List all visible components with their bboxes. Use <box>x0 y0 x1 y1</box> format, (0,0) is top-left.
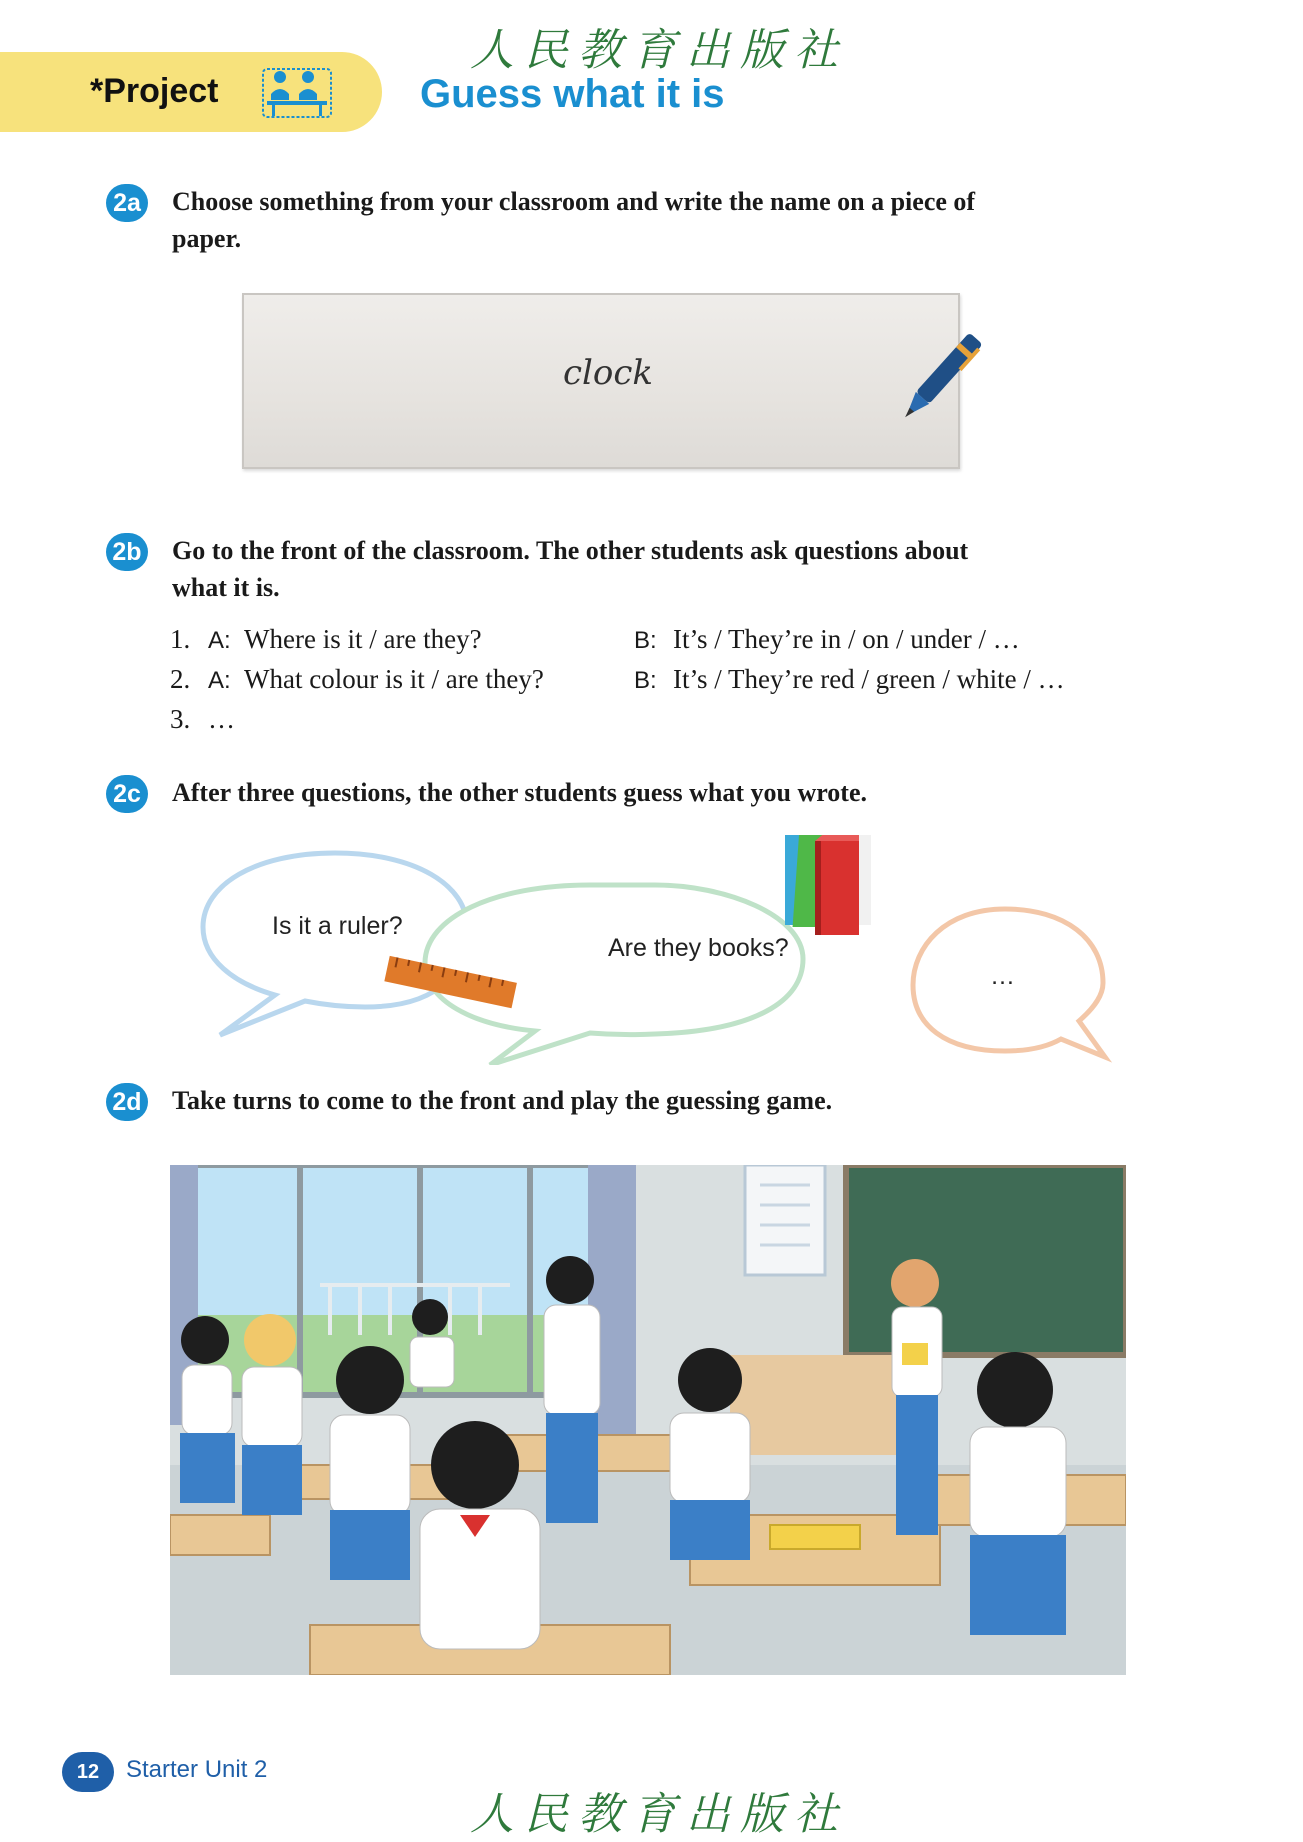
paper-word: clock <box>563 353 654 393</box>
qa-a-label-1: A: <box>208 627 231 654</box>
group-work-icon <box>262 68 332 118</box>
instruction-2a-line1: Choose something from your classroom and write the name on a piece of <box>172 187 976 216</box>
section-badge-2c: 2c <box>106 775 148 813</box>
project-label: *Project <box>90 72 219 110</box>
qa-b-label-1: B: <box>634 627 657 654</box>
page-title: Guess what it is <box>420 72 725 116</box>
pen-icon <box>890 325 990 435</box>
publisher-watermark-top: 人民教育出版社 <box>470 25 848 76</box>
qa-b-text-1: It’s / They’re in / on / under / … <box>673 624 1020 654</box>
qa-b-label-2: B: <box>634 667 657 694</box>
books-icon <box>785 835 871 935</box>
instruction-2c-line1: After three questions, the other students guess what you wrote. <box>172 778 868 807</box>
section-badge-2b: 2b <box>106 533 148 571</box>
qa-a-text-3: … <box>208 704 235 734</box>
qa-a-label-2: A: <box>208 667 231 694</box>
qa-num-2: 2. <box>170 664 191 694</box>
bubble-text-2: Are they books? <box>608 934 789 962</box>
speech-bubble-2 <box>425 885 803 1065</box>
bubble-text-1: Is it a ruler? <box>272 912 403 940</box>
instruction-2b-line2: what it is. <box>172 573 280 602</box>
qa-a-text-1: Where is it / are they? <box>244 624 482 654</box>
blackboard <box>846 1165 1126 1355</box>
instruction-2b-line1: Go to the front of the classroom. The other students ask questions about <box>172 536 969 565</box>
section-badge-2d: 2d <box>106 1083 148 1121</box>
unit-label: Starter Unit 2 <box>126 1756 268 1783</box>
qa-num-3: 3. <box>170 704 191 734</box>
qa-num-1: 1. <box>170 624 191 654</box>
qa-b-text-2: It’s / They’re red / green / white / … <box>673 664 1065 694</box>
page-number: 12 <box>62 1752 114 1792</box>
bubble-text-3: … <box>990 962 1015 990</box>
classroom-illustration <box>170 1165 1126 1675</box>
qa-a-text-2: What colour is it / are they? <box>244 664 544 694</box>
publisher-watermark-bottom: 人民教育出版社 <box>470 1789 848 1840</box>
section-badge-2a: 2a <box>106 184 148 222</box>
instruction-2d-line1: Take turns to come to the front and play the guessing game. <box>172 1086 833 1115</box>
instruction-2a-line2: paper. <box>172 224 242 253</box>
